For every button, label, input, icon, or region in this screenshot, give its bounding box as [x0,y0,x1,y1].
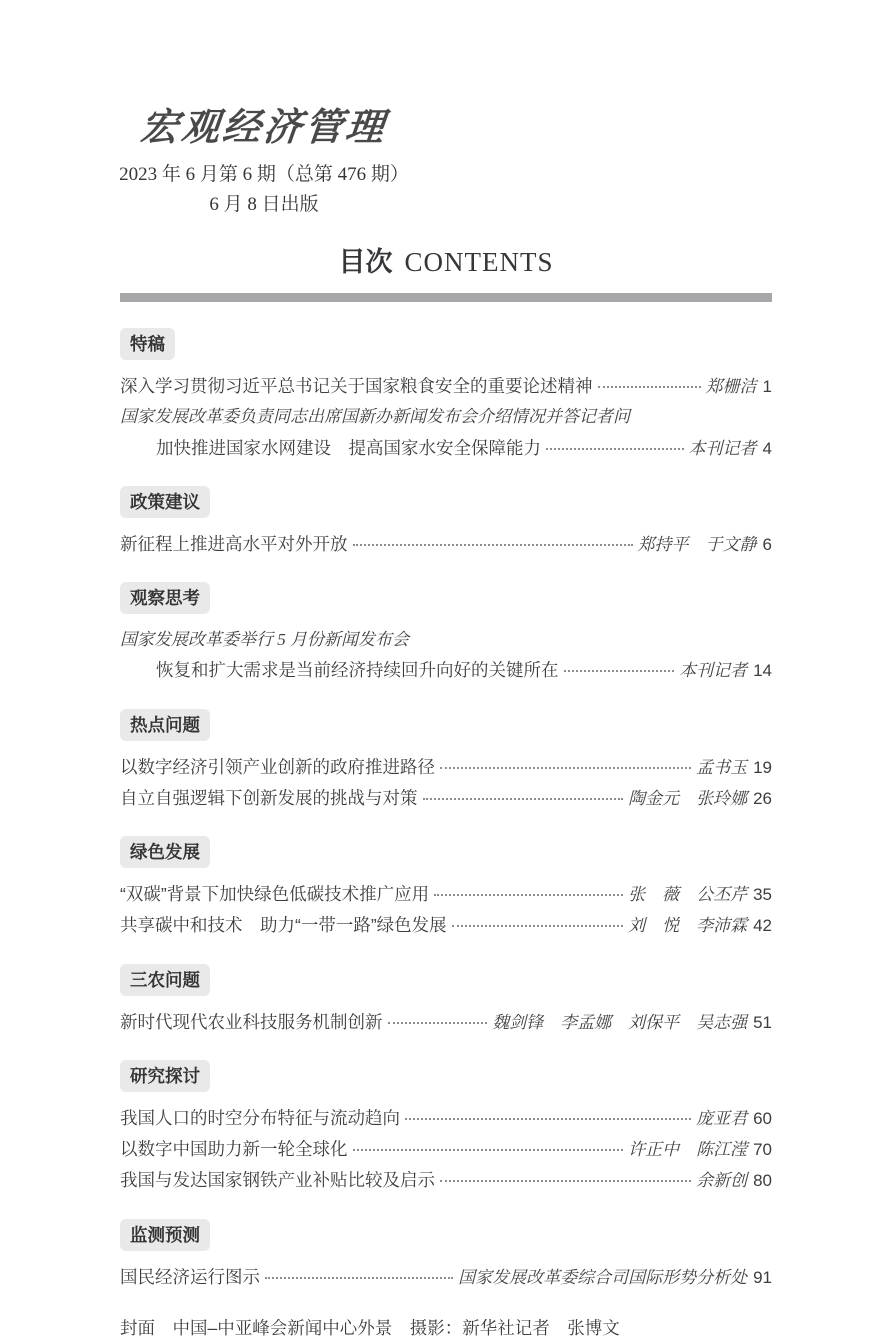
toc-section [120,1219,772,1293]
article-row [120,529,772,560]
contents-title-zh: 目次 [338,247,393,277]
article-page-number: 26 [753,788,772,808]
article-entry [120,1007,772,1038]
article-entry [120,625,772,687]
dot-leader [598,386,701,388]
article-row [120,752,772,783]
article-page-number: 42 [753,916,772,936]
article-entry [120,1262,772,1293]
section-label: 研究探讨 [120,1060,210,1092]
section-label: 特稿 [120,328,175,360]
toc-section [120,328,772,464]
article-entry [120,371,772,402]
dot-leader [353,544,633,546]
article-authors: 张 薇 公丕芹 [628,885,748,904]
article-row [120,1007,772,1038]
article-page-number: 14 [753,661,772,681]
toc-section [120,836,772,942]
article-entry [120,752,772,783]
article-entry [120,1134,772,1165]
article-title: 新时代现代农业科技服务机制创新 [120,1011,383,1032]
article-page-number: 35 [753,885,772,904]
dot-leader [405,1118,691,1120]
article-row [120,1262,772,1293]
article-title: 自立自强逻辑下创新发展的挑战与对策 [120,787,418,808]
article-entry [120,910,772,941]
article-title: 我国与发达国家钢铁产业补贴比较及启示 [120,1170,435,1191]
article-page-number: 51 [753,1012,772,1032]
section-label: 三农问题 [120,964,210,996]
article-page-number: 80 [753,1171,772,1191]
dot-leader [434,894,623,896]
article-title: 恢复和扩大需求是当前经济持续回升向好的关键所在 [156,660,559,681]
article-title: 国民经济运行图示 [120,1266,260,1287]
article-authors: 魏剑锋 李孟娜 刘保平 吴志强 [492,1012,748,1032]
article-pretitle: 国家发展改革委举行 5 月份新闻发布会 [120,630,409,649]
contents-title-en: CONTENTS [404,247,554,277]
section-label: 绿色发展 [120,836,210,868]
article-row [120,1165,772,1196]
toc-section [120,486,772,560]
article-row [120,783,772,814]
article-page-number: 91 [753,1267,772,1287]
article-authors: 孟书玉 [696,757,748,777]
article-page-number: 6 [762,534,772,554]
article-row [120,910,772,941]
article-title: “双碳”背景下加快绿色低碳技术推广应用 [120,884,430,904]
article-title: 我国人口的时空分布特征与流动趋向 [120,1107,400,1128]
article-title: 深入学习贯彻习近平总书记关于国家粮食安全的重要论述精神 [120,376,593,396]
article-authors: 陶金元 张玲娜 [628,788,748,808]
toc-section [120,582,772,687]
article-authors: 郑持平 于文静 [637,534,757,554]
section-label: 监测预测 [120,1219,210,1251]
article-entry [120,1103,772,1134]
article-authors: 本刊记者 [688,438,757,458]
dot-leader [353,1149,624,1151]
article-authors: 本刊记者 [679,661,748,681]
dot-leader [265,1277,453,1279]
dot-leader [440,1180,691,1182]
article-authors: 庞亚君 [696,1108,748,1128]
article-row [120,879,772,910]
cover-note: 封面 中国–中亚峰会新闻中心外景 摄影：新华社记者 张博文 [120,1317,620,1338]
contents-title [120,240,772,279]
contents-divider-bar [120,293,772,302]
article-row [120,371,772,402]
article-entry [120,529,772,560]
dot-leader [564,670,675,672]
article-authors: 余新创 [696,1171,748,1191]
article-row [120,433,772,464]
publish-date-line: 6 月 8 日出版 [209,194,319,215]
dot-leader [546,448,684,450]
section-label: 热点问题 [120,709,210,741]
article-entry [120,402,772,464]
article-title: 共享碳中和技术 助力“一带一路”绿色发展 [120,915,447,936]
toc-section [120,709,772,815]
article-row [120,655,772,686]
dot-leader [388,1022,488,1024]
section-label: 政策建议 [120,486,210,518]
article-authors: 郑栅洁 [705,377,757,396]
issue-line: 2023 年 6 月第 6 期（总第 476 期） [119,164,409,185]
article-title: 加快推进国家水网建设 提高国家水安全保障能力 [156,437,541,458]
toc-section [120,1060,772,1197]
article-page-number: 60 [753,1108,772,1128]
article-entry [120,879,772,910]
article-page-number: 70 [753,1140,772,1159]
article-page-number: 19 [753,757,772,777]
article-entry [120,1165,772,1196]
article-pretitle: 国家发展改革委负责同志出席国新办新闻发布会介绍情况并答记者问 [120,407,630,427]
section-label: 观察思考 [120,582,210,614]
article-page-number: 1 [762,377,772,396]
masthead [114,96,414,216]
article-entry [120,783,772,814]
dot-leader [440,767,691,769]
article-page-number: 4 [762,438,772,458]
dot-leader [423,798,624,800]
article-authors: 国家发展改革委综合司国际形势分析处 [458,1267,748,1287]
article-title: 以数字经济引领产业创新的政府推进路径 [120,756,435,777]
article-row [120,1134,772,1165]
article-title: 以数字中国助力新一轮全球化 [120,1139,348,1159]
toc-list [120,328,772,1293]
dot-leader [452,925,623,927]
article-authors: 许正中 陈江滢 [628,1140,748,1159]
article-title: 新征程上推进高水平对外开放 [120,533,348,554]
journal-logo: 宏观经济管理 [138,104,390,149]
article-row [120,1103,772,1134]
toc-section [120,964,772,1038]
article-authors: 刘 悦 李沛霖 [628,916,748,936]
